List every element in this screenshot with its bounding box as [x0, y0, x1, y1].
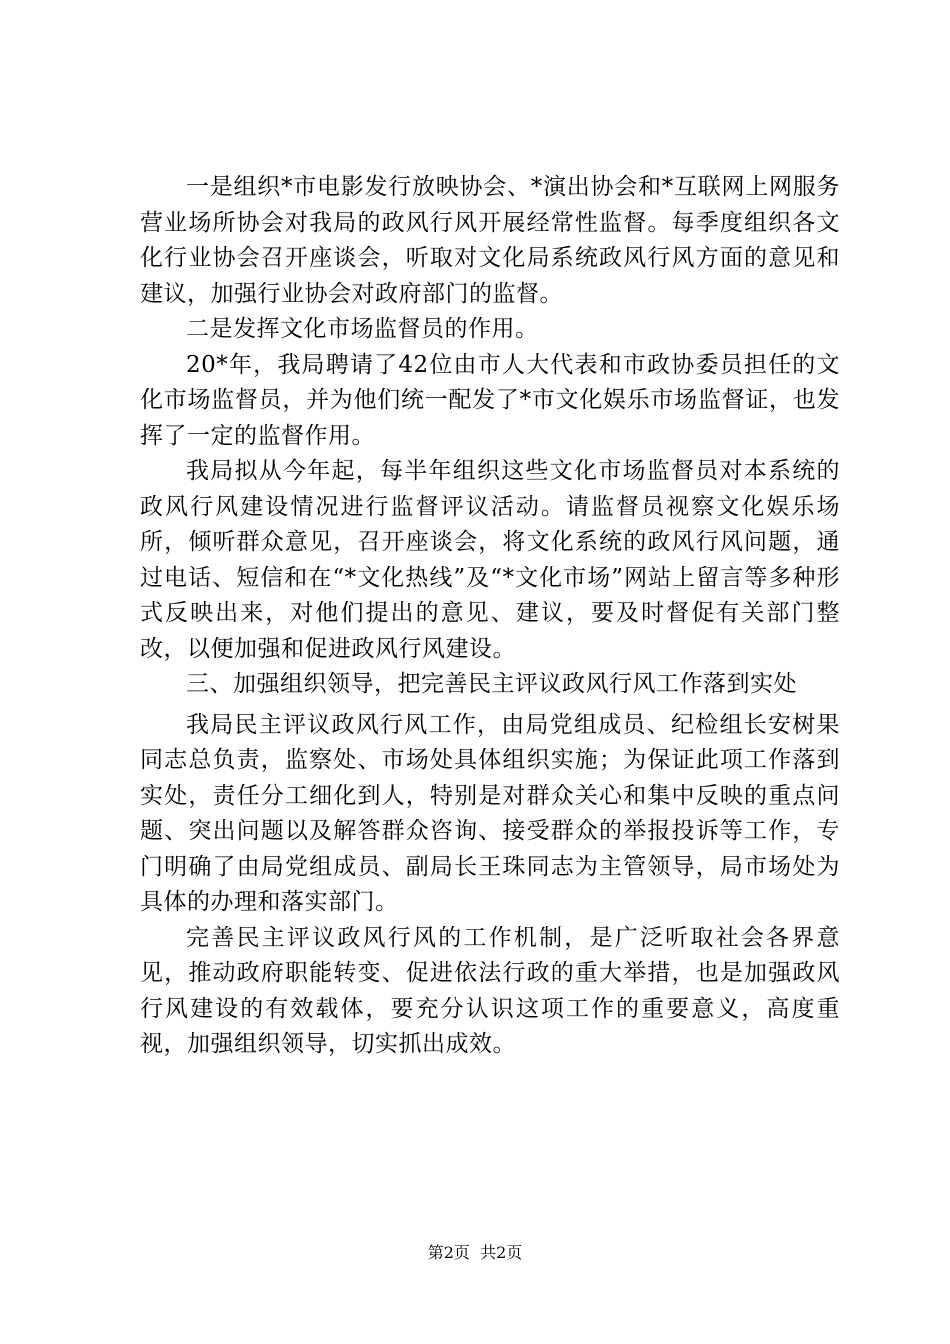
document-body: [140, 170, 840, 1063]
paragraph-supervision-review-plan: 我局拟从今年起，每半年组织这些文化市场监督员对本系统的政风行风建设情况进行监督评议活动。请监督员视察文化娱乐场所，倾听群众意见，召开座谈会，将文化系统的政风行风问题，通过电话、短信和在“*文化热线”及“*文化市场”网站上留言等多种形式反映出来，对他们提出的意见、建议，要及时督促有关部门整改，以便加强和促进政风行风建设。: [140, 458, 840, 662]
paragraph-supervisors-appointed: 20*年，我局聘请了42位由市人大代表和市政协委员担任的文化市场监督员，并为他们统一配发了*市文化娱乐市场监督证，也发挥了一定的监督作用。: [140, 351, 840, 449]
paragraph-responsibility-assignment: 我局民主评议政风行风工作，由局党组成员、纪检组长安树果同志总负责，监察处、市场处具体组织实施；为保证此项工作落到实处，责任分工细化到人，特别是对群众关心和集中反映的重点问题、突出问题以及解答群众咨询、接受群众的举报投诉等工作，专门明确了由局党组成员、副局长王珠同志为主管领导，局市场处为具体的办理和落实部门。: [140, 711, 840, 915]
paragraph-industry-associations: 一是组织*市电影发行放映协会、*演出协会和*互联网上网服务营业场所协会对我局的政风行风开展经常性监督。每季度组织各文化行业协会召开座谈会，听取对文化局系统政风行风方面的意见和建议，加强行业协会对政府部门的监督。: [140, 174, 840, 307]
section-heading-organizational-leadership: 三、加强组织领导，把完善民主评议政风行风工作落到实处: [186, 671, 797, 697]
page-number-label: 第2页 共2页: [427, 1243, 523, 1262]
paragraph-market-supervisors-heading: 二是发挥文化市场监督员的作用。: [186, 316, 539, 342]
page-footer: [0, 1243, 950, 1263]
paragraph-conclusion: 完善民主评议政风行风的工作机制，是广泛听取社会各界意见，推动政府职能转变、促进依法行政的重大举措，也是加强政风行风建设的有效载体，要充分认识这项工作的重要意义，高度重视，加强组织领导，切实抓出成效。: [140, 924, 840, 1057]
